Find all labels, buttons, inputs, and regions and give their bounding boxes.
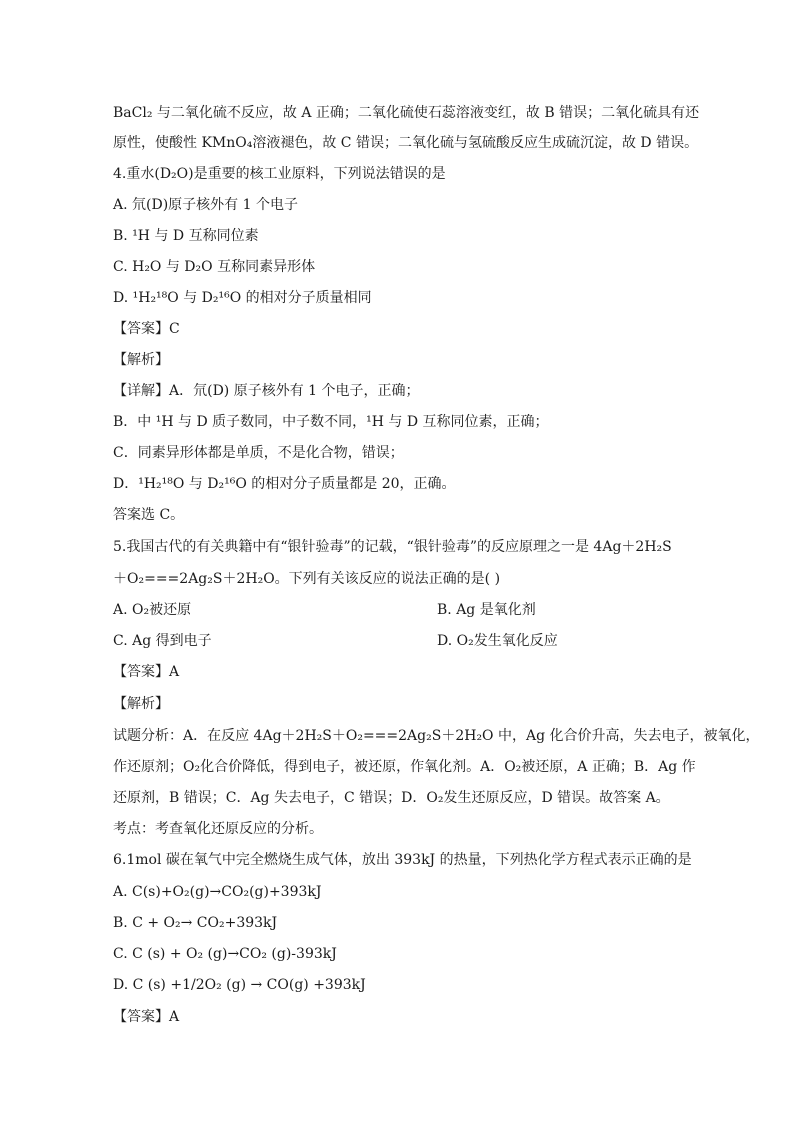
option-c: C. H₂O 与 D₂O 互称同素异形体 <box>113 259 316 275</box>
question-4-stem: 4.重水(D₂O)是重要的核工业原料，下列说法错误的是 <box>113 166 446 182</box>
analysis-label: 【解析】 <box>113 696 169 712</box>
explanation-line: D．¹H₂¹⁸O 与 D₂¹⁶O 的相对分子质量都是 20，正确。 <box>113 476 456 492</box>
explanation-line: 还原剂，B 错误；C．Ag 失去电子，C 错误；D．O₂发生还原反应，D 错误。故答案 A。 <box>113 790 670 806</box>
key-point: 考点：考查氧化还原反应的分析。 <box>113 821 323 837</box>
explanation-line: 试题分析：A．在反应 4Ag＋2H₂S＋O₂===2Ag₂S＋2H₂O 中，Ag 化合价升高，失去电子，被氧化， <box>113 728 760 744</box>
question-5-stem: 5.我国古代的有关典籍中有“银针验毒”的记载，“银针验毒”的反应原理之一是 4Ag＋2H₂S <box>113 539 672 555</box>
option-c: C. C (s) + O₂ (g)→CO₂ (g)-393kJ <box>113 946 337 962</box>
option-d: D. O₂发生氧化反应 <box>437 633 558 649</box>
answer-label: 【答案】A <box>113 1009 180 1025</box>
text-line: BaCl₂ 与二氧化硫不反应，故 A 正确；二氧化硫使石蕊溶液变红，故 B 错误；二氧化硫具有还 <box>113 105 700 121</box>
option-a: A. 氘(D)原子核外有 1 个电子 <box>113 197 298 213</box>
explanation-line: 【详解】A．氘(D) 原子核外有 1 个电子，正确； <box>113 383 420 399</box>
explanation-line: C．同素异形体都是单质，不是化合物，错误； <box>113 445 404 461</box>
analysis-label: 【解析】 <box>113 352 169 368</box>
question-6-stem: 6.1mol 碳在氧气中完全燃烧生成气体，放出 393kJ 的热量，下列热化学方程式表示正确的是 <box>113 852 692 868</box>
option-a: A. O₂被还原 <box>113 602 192 618</box>
text-line: 原性，使酸性 KMnO₄溶液褪色，故 C 错误；二氧化硫与氢硫酸反应生成硫沉淀，故 D 错误。 <box>113 135 699 151</box>
option-c: C. Ag 得到电子 <box>113 633 212 649</box>
option-b: B. Ag 是氧化剂 <box>437 602 536 618</box>
answer-label: 【答案】C <box>113 321 180 337</box>
option-b: B. C + O₂→ CO₂+393kJ <box>113 915 278 931</box>
option-d: D. ¹H₂¹⁸O 与 D₂¹⁶O 的相对分子质量相同 <box>113 290 372 306</box>
answer-conclusion: 答案选 C。 <box>113 507 185 523</box>
question-5-stem: ＋O₂===2Ag₂S＋2H₂O。下列有关该反应的说法正确的是( ) <box>113 571 501 587</box>
explanation-line: 作还原剂；O₂化合价降低，得到电子，被还原，作氧化剂。A．O₂被还原，A 正确；B．Ag 作 <box>113 759 696 775</box>
option-a: A. C(s)+O₂(g)→CO₂(g)+393kJ <box>113 884 322 900</box>
option-b: B. ¹H 与 D 互称同位素 <box>113 228 259 244</box>
option-d: D. C (s) +1/2O₂ (g) → CO(g) +393kJ <box>113 977 366 993</box>
explanation-line: B．中 ¹H 与 D 质子数同，中子数不同，¹H 与 D 互称同位素，正确； <box>113 414 549 430</box>
answer-label: 【答案】A <box>113 664 180 680</box>
